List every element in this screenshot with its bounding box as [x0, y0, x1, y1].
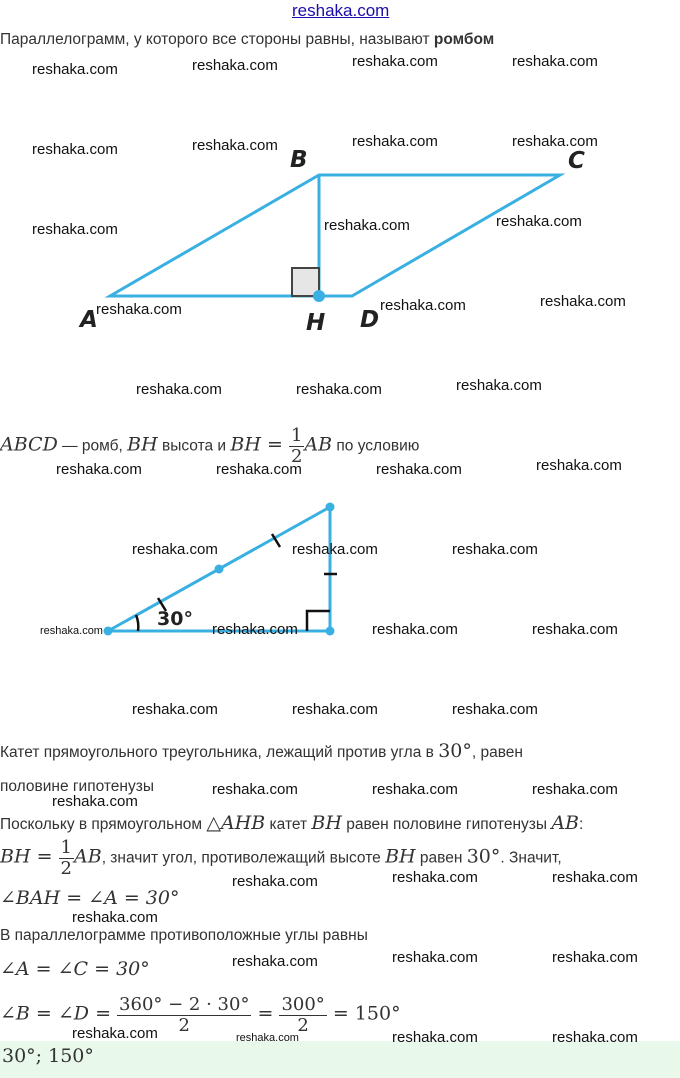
watermark: reshaka.com: [552, 1029, 638, 1046]
reasoning-l2b: равен: [415, 849, 467, 867]
reasoning-bh2: BH: [385, 845, 416, 868]
reasoning-eq-lhs: BH: [0, 845, 31, 868]
reasoning-tri: △AHB: [206, 812, 266, 834]
eq2-rhs: = 150°: [326, 1002, 401, 1025]
watermark: reshaka.com: [40, 625, 103, 637]
angle-label: 30°: [157, 608, 193, 630]
watermark: reshaka.com: [292, 701, 378, 718]
given-abcd: ABCD: [0, 433, 58, 456]
watermark: reshaka.com: [376, 461, 462, 478]
watermark: reshaka.com: [352, 133, 438, 150]
angle-equation: ∠BAH = ∠A = 30°: [0, 887, 180, 909]
watermark: reshaka.com: [136, 381, 222, 398]
watermark: reshaka.com: [52, 793, 138, 810]
watermark: reshaka.com: [32, 61, 118, 78]
given-frac-num: 1: [290, 426, 303, 446]
eq2-frac2-den: 2: [297, 1015, 309, 1036]
given-suffix: по условию: [332, 437, 420, 455]
watermark: reshaka.com: [532, 621, 618, 638]
watermark: reshaka.com: [96, 301, 182, 318]
vertex-a: [104, 627, 113, 636]
intro-plain: Параллелограмм, у которого все стороны равны, называют: [0, 31, 434, 48]
watermark: reshaka.com: [392, 949, 478, 966]
watermark: reshaka.com: [496, 213, 582, 230]
point-h: [313, 290, 325, 302]
watermark: reshaka.com: [452, 701, 538, 718]
watermark: reshaka.com: [372, 621, 458, 638]
watermark: reshaka.com: [532, 781, 618, 798]
watermark: reshaka.com: [552, 869, 638, 886]
watermark: reshaka.com: [512, 53, 598, 70]
reasoning-l1b: катет: [265, 816, 312, 833]
vertex-top: [326, 503, 335, 512]
reasoning-eq-ab: AB: [74, 845, 102, 868]
watermark: reshaka.com: [512, 133, 598, 150]
watermark: reshaka.com: [236, 1032, 299, 1044]
reasoning-l2c: . Значит,: [500, 849, 562, 867]
reasoning-l2a: , значит угол, противолежащий высоте: [101, 849, 386, 867]
watermark: reshaka.com: [456, 377, 542, 394]
parallelogram-text: В параллелограмме противоположные углы равны: [0, 927, 368, 944]
given-height-text: высота и: [157, 437, 231, 455]
watermark: reshaka.com: [132, 701, 218, 718]
equation-bd: [0, 995, 401, 1036]
given-bh2: BH: [230, 433, 261, 456]
theorem-line1: [0, 740, 523, 762]
watermark: reshaka.com: [540, 293, 626, 310]
watermark: reshaka.com: [72, 909, 158, 926]
reasoning-frac-num: 1: [60, 837, 72, 858]
rhombus-abcd: [110, 175, 560, 296]
watermark: reshaka.com: [292, 541, 378, 558]
watermark: reshaka.com: [536, 457, 622, 474]
theorem-line2: половине гипотенузы: [0, 778, 154, 795]
theorem-l1b: , равен: [471, 744, 523, 761]
watermark: reshaka.com: [32, 221, 118, 238]
watermark: reshaka.com: [72, 1025, 158, 1042]
eq2-mid: =: [251, 1002, 280, 1025]
watermark: reshaka.com: [32, 141, 118, 158]
watermark: reshaka.com: [392, 1029, 478, 1046]
watermark: reshaka.com: [192, 137, 278, 154]
given-eq: =: [260, 433, 289, 456]
eq2-lhs: ∠B = ∠D =: [0, 1002, 118, 1025]
label-h: H: [306, 310, 326, 336]
watermark: reshaka.com: [192, 57, 278, 74]
watermark: reshaka.com: [216, 461, 302, 478]
reasoning-fraction: [59, 838, 74, 879]
reasoning-line1: [0, 812, 583, 834]
reasoning-bh: BH: [311, 812, 342, 834]
theorem-l1a: Катет прямоугольного треугольника, лежащий против угла в: [0, 744, 439, 761]
watermark: reshaka.com: [392, 869, 478, 886]
vertex-right-angle: [326, 627, 335, 636]
eq2-frac1-den: 2: [178, 1015, 190, 1036]
watermark: reshaka.com: [380, 297, 466, 314]
answer-text: 30°; 150°: [2, 1045, 94, 1067]
watermark: reshaka.com: [212, 781, 298, 798]
reasoning-l1a: Поскольку в прямоугольном: [0, 816, 207, 833]
theorem-deg: 30°: [438, 740, 472, 762]
reasoning-frac-den: 2: [60, 858, 72, 879]
reasoning-deg: 30°: [466, 845, 501, 868]
reasoning-l1c: равен половине гипотенузы: [341, 816, 552, 833]
label-c: C: [568, 148, 585, 174]
watermark: reshaka.com: [232, 953, 318, 970]
site-link[interactable]: reshaka.com: [292, 1, 390, 20]
watermark: reshaka.com: [552, 949, 638, 966]
label-a: A: [80, 307, 98, 333]
watermark: reshaka.com: [324, 217, 410, 234]
given-ab: AB: [304, 433, 333, 456]
eq2-frac2-num: 300°: [281, 994, 325, 1015]
reasoning-ab: AB: [551, 812, 580, 834]
right-angle-mark: [307, 611, 330, 631]
given-dash: — ромб,: [57, 437, 128, 455]
equation-ac: ∠A = ∠C = 30°: [0, 958, 150, 980]
label-b: B: [290, 147, 308, 173]
eq2-frac1-num: 360° − 2 · 30°: [119, 994, 250, 1015]
watermark: reshaka.com: [56, 461, 142, 478]
reasoning-colon: :: [579, 816, 584, 833]
given-frac-den: 2: [290, 446, 303, 467]
answer-box: [0, 1041, 680, 1078]
watermark: reshaka.com: [212, 621, 298, 638]
watermark: reshaka.com: [232, 873, 318, 890]
watermark: reshaka.com: [132, 541, 218, 558]
given-bh1: BH: [127, 433, 158, 456]
watermark: reshaka.com: [452, 541, 538, 558]
watermark: reshaka.com: [372, 781, 458, 798]
watermark: reshaka.com: [296, 381, 382, 398]
watermark: reshaka.com: [352, 53, 438, 70]
angle-arc: [136, 615, 138, 631]
eq2-fraction-2: [279, 995, 326, 1036]
intro-bold: ромбом: [433, 31, 495, 48]
hypotenuse-midpoint: [215, 565, 224, 574]
label-d: D: [360, 307, 380, 333]
reasoning-eq-op: =: [30, 845, 59, 868]
